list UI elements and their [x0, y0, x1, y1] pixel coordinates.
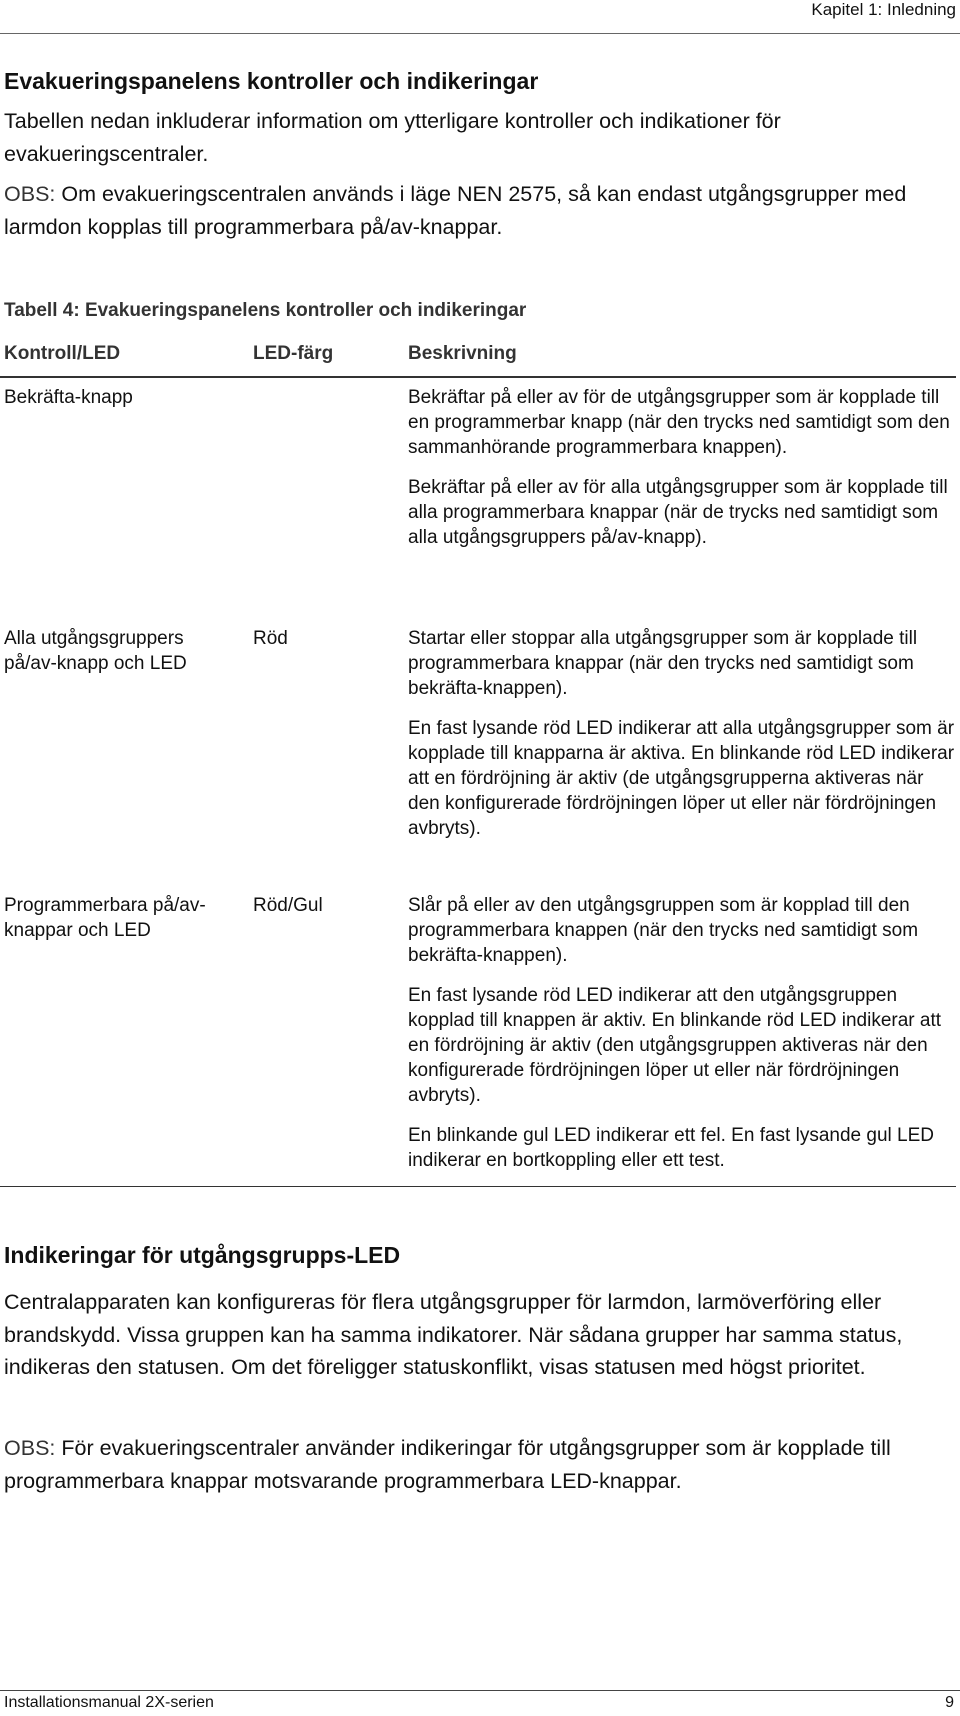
footer-manual-name: Installationsmanual 2X-serien: [4, 1694, 214, 1711]
row-2-color: Röd: [253, 628, 288, 649]
header-rule: [0, 33, 960, 34]
footer-rule: [0, 1690, 960, 1691]
table-header: [0, 340, 956, 378]
obs-label-2: OBS:: [4, 1436, 56, 1460]
running-header: Kapitel 1: Inledning: [811, 0, 956, 19]
obs-note-2: [4, 1432, 949, 1497]
row-3-control: Programmerbara på/av-knappar och LED: [4, 895, 206, 941]
row-1-control: Bekräfta-knapp: [4, 387, 133, 408]
obs-text-2: För evakueringscentraler använder indikeringar för utgångsgrupper som är kopplade till programmerbara knappar motsvarande programmerbara LED-knappar.: [4, 1436, 891, 1493]
row-3-desc-para-1: Slår på eller av den utgångsgruppen som är kopplad till den programmerbara knappen (när den trycks ned samtidigt som bekräfta-knappen).: [408, 895, 919, 966]
section-title-controls: Evakueringspanelens kontroller och indikeringar: [4, 68, 539, 94]
obs-text: Om evakueringscentralen används i läge NEN 2575, så kan endast utgångsgrupper med larmdon kopplas till programmerbara på/av-knappar.: [4, 182, 907, 239]
led-indications-paragraph: Centralapparaten kan konfigureras för flera utgångsgrupper för larmdon, larmöverföring eller brandskydd. Vissa gruppen kan ha samma indikatorer. När sådana grupper har samma status, indikeras den statusen. Om det föreligger statuskonflikt, visas statusen med högst prioritet.: [4, 1290, 903, 1379]
row-1-desc-para-2: Bekräftar på eller av för alla utgångsgrupper som är kopplade till alla programmerbara knappar (när de trycks ned samtidigt som alla utgångsgruppers på/av-knapp).: [408, 477, 948, 548]
row-2-description: [408, 626, 956, 856]
row-3-color: Röd/Gul: [253, 895, 323, 916]
column-header-description: Beskrivning: [408, 343, 517, 364]
row-3-desc-para-3: En blinkande gul LED indikerar ett fel. En fast lysande gul LED indikerar en bortkoppling eller ett test.: [408, 1125, 934, 1171]
row-1-desc-para-1: Bekräftar på eller av för de utgångsgrupper som är kopplade till en programmerbar knapp (när den trycks ned samtidigt som den sammanhörande programmerbara knappen).: [408, 387, 950, 458]
row-2-desc-para-2: En fast lysande röd LED indikerar att alla utgångsgrupper som är kopplade till knapparna är aktiva. En blinkande röd LED indikerar att en fördröjning är aktiv (de utgångsgrupperna aktiveras när den konfigurerade fördröjningen löper ut eller när fördröjningen avbryts).: [408, 718, 955, 839]
obs-note: [4, 178, 949, 243]
section-title-led-indications: Indikeringar för utgångsgrupps-LED: [4, 1242, 401, 1268]
row-3-description: [408, 893, 956, 1188]
intro-paragraph: Tabellen nedan inkluderar information om ytterligare kontroller och indikationer för evakueringscentraler.: [4, 109, 781, 166]
table-caption: Tabell 4: Evakueringspanelens kontroller och indikeringar: [4, 300, 527, 321]
obs-label: OBS:: [4, 182, 56, 206]
table-bottom-rule: [0, 1186, 956, 1187]
row-2-desc-para-1: Startar eller stoppar alla utgångsgrupper som är kopplade till programmerbara knappar (när den trycks ned samtidigt som bekräfta-knappen).: [408, 628, 918, 699]
column-header-control: Kontroll/LED: [4, 343, 121, 364]
row-1-description: [408, 385, 956, 565]
column-header-led-color: LED-färg: [253, 343, 334, 364]
page-number: 9: [945, 1694, 954, 1711]
row-2-control: Alla utgångsgruppers på/av-knapp och LED: [4, 628, 187, 674]
row-3-desc-para-2: En fast lysande röd LED indikerar att den utgångsgruppen kopplad till knappen är aktiv. En blinkande röd LED indikerar att en fördröjning är aktiv (den utgångsgruppen aktiveras när den konfigurerade fördröjningen löper ut eller när fördröjningen avbryts).: [408, 985, 942, 1106]
